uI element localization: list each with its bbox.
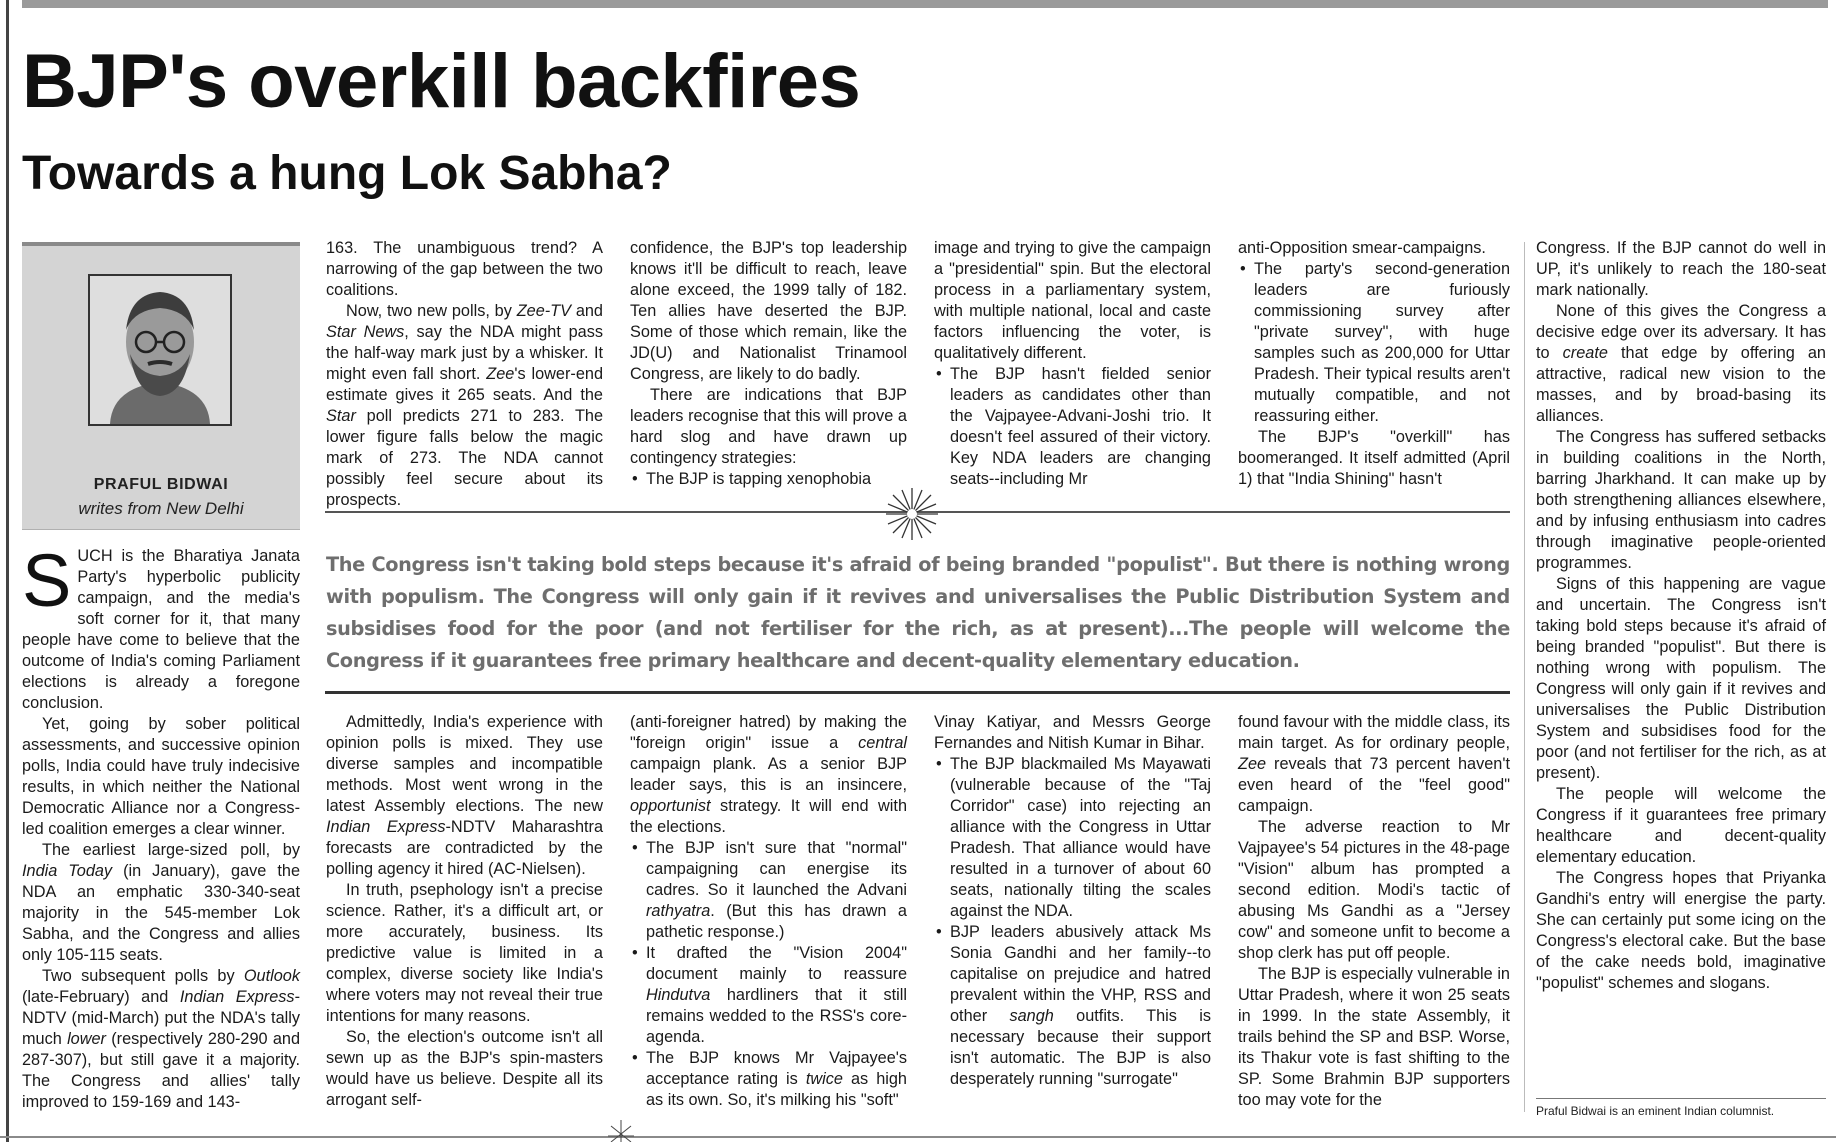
paragraph: Signs of this happening are vague and uncertain. The Congress isn't taking bold steps because it's afraid of being branded "populist". But there is nothing wrong with populism. The Congress will only gain if it revives and universalises the Public Distribution System and subsidises food for the poor (and not fertiliser for the rich, as at present). bbox=[1536, 575, 1826, 782]
paragraph: So, the election's outcome isn't all sewn up as the BJP's spin-masters would have us believe. Despite all its arrogant self- bbox=[326, 1028, 603, 1109]
paragraph: Vinay Katiyar, and Messrs George Fernandes and Nitish Kumar in Bihar. bbox=[934, 713, 1211, 752]
paragraph: The Congress has suffered setbacks in building coalitions in the North, barring Jharkhand. It can make up by both strengthening alliances elsewhere, and by infusing enthusiasm into cadres through imaginative people-oriented programmes. bbox=[1536, 428, 1826, 572]
subheadline: Towards a hung Lok Sabha? bbox=[22, 147, 672, 200]
paragraph: Congress. If the BJP cannot do well in UP, it's unlikely to reach the 180-seat mark nationally. bbox=[1536, 239, 1826, 299]
lead-paragraph: SUCH is the Bharatiya Janata Party's hyperbolic publicity campaign, and the media's soft corner for it, that many people have come to believe that the outcome of India's coming Parliament elections is already a foregone conclusion. bbox=[22, 539, 300, 712]
footnote-rule bbox=[1536, 1098, 1826, 1099]
starburst-icon bbox=[884, 486, 940, 542]
starburst-ornament-icon bbox=[606, 1118, 636, 1142]
author-footnote: Praful Bidwai is an eminent Indian columnist. bbox=[1536, 1104, 1775, 1118]
bullet-item: • The BJP knows Mr Vajpayee's acceptance rating is twice as high as its own. So, it's milking his "soft" bbox=[630, 1048, 907, 1111]
column-divider bbox=[1524, 242, 1525, 1112]
bullet-item: • The BJP isn't sure that "normal" campaigning can energise its cadres. So it launched the Advani rathyatra. (But this has drawn a pathetic response.) bbox=[630, 838, 907, 943]
bullet-item: • BJP leaders abusively attack Ms Sonia Gandhi and her family--to capitalise on prejudice and hatred prevalent within the VHP, RSS and other sangh outfits. This is necessary because their support isn't automatic. The BJP is also desperately running "surrogate" bbox=[934, 922, 1211, 1090]
paragraph: The adverse reaction to Mr Vajpayee's 54 pictures in the 48-page "Vision" album has prompted a second edition. Modi's tactic of abusing Ms Gandhi as a "Jersey cow" and someone unfit to become a shop clerk has put off people. bbox=[1238, 818, 1510, 962]
bullet-item: • The BJP is tapping xenophobia bbox=[630, 469, 907, 490]
bottom-column-4 bbox=[934, 712, 1211, 1090]
paragraph: The Congress hopes that Priyanka Gandhi's entry will energise the party. She can certainly put some icing on the Congress's electoral cake. But the base of the cake needs bold, imaginative "populist" schemes and slogans. bbox=[1536, 869, 1826, 992]
right-column bbox=[1536, 238, 1826, 994]
bullet-item: • The BJP hasn't fielded senior leaders as candidates other than the Vajpayee-Advani-Joshi trio. It doesn't feel assured of their victory. Key NDA leaders are changing seats--including Mr bbox=[934, 364, 1211, 490]
headline: BJP's overkill backfires bbox=[22, 39, 861, 124]
paragraph: (anti-foreigner hatred) by making the "foreign origin" issue a central campaign plank. As a senior BJP leader says, this is an insincere, opportunist strategy. It will end with the elections. bbox=[630, 713, 907, 836]
byline-box bbox=[22, 242, 300, 530]
top-column-2 bbox=[326, 238, 603, 511]
author-portrait bbox=[88, 274, 232, 426]
paragraph: found favour with the middle class, its main target. As for ordinary people, Zee reveals that 73 percent haven't even heard of the "feel good" campaign. bbox=[1238, 713, 1510, 815]
pull-quote: The Congress isn't taking bold steps because it's afraid of being branded "populist". But there is nothing wrong with populism. The Congress will only gain if it revives and universalises the Public Distribution System and subsidises food for the poor (and not fertiliser for the rich, as at present)...The people will welcome the Congress if it guarantees free primary healthcare and decent-quality elementary education. bbox=[326, 553, 1510, 672]
top-column-4 bbox=[934, 238, 1211, 490]
bottom-column-2 bbox=[326, 712, 603, 1111]
paragraph: The earliest large-sized poll, by India Today (in January), gave the NDA an emphatic 330-340-seat majority in the 545-member Lok Sabha, and the Congress and allies only 105-115 seats. bbox=[22, 841, 300, 964]
dropcap: S bbox=[22, 539, 72, 622]
portrait-icon bbox=[90, 276, 230, 424]
paragraph: Now, two new polls, by Zee-TV and Star News, say the NDA might pass the half-way mark just by a whisker. It might even fall short. Zee's lower-end estimate gives it 265 seats. And the Star poll predicts 271 to 283. The lower figure falls below the magic mark of 273. The NDA cannot possibly feel secure about its prospects. bbox=[326, 302, 603, 509]
paragraph: The BJP is especially vulnerable in Uttar Pradesh, where it won 25 seats in 1999. In the state Assembly, it trails behind the SP and BSP. Worse, its Thakur vote is fast shifting to the SP. Some Brahmin BJP supporters too may vote for the bbox=[1238, 965, 1510, 1109]
paragraph: The people will welcome the Congress if it guarantees free primary healthcare and decent-quality elementary education. bbox=[1536, 785, 1826, 866]
bottom-column-3 bbox=[630, 712, 907, 1111]
bottom-rule bbox=[0, 1136, 1836, 1138]
pull-quote-bottom-rule bbox=[325, 691, 1510, 694]
paragraph: The BJP's "overkill" has boomeranged. It itself admitted (April 1) that "India Shining" hasn't bbox=[1238, 428, 1510, 488]
paragraph: Two subsequent polls by Outlook (late-February) and Indian Express-NDTV (mid-March) put the NDA's tally much lower (respectively 280-290 and 287-307), but still gave it a majority. The Congress and allies' tally improved to 159-169 and 143- bbox=[22, 967, 300, 1111]
lead-column bbox=[22, 539, 300, 1113]
bullet-item: • The BJP blackmailed Ms Mayawati (vulnerable because of the "Taj Corridor" case) into rejecting an alliance with the Congress in Uttar Pradesh. That alliance would have resulted in a turnover of about 60 seats, nationally tilting the scales against the NDA. bbox=[934, 754, 1211, 922]
author-location: writes from New Delhi bbox=[78, 499, 244, 518]
paragraph: There are indications that BJP leaders recognise that this will prove a hard slog and have drawn up contingency strategies: bbox=[630, 386, 907, 467]
paragraph: confidence, the BJP's top leadership knows it'll be difficult to reach, leave alone exceed, the 1999 tally of 182. Ten allies have deserted the BJP. Some of those which remain, like the JD(U) and Nationalist Trinamool Congress, are likely to do badly. bbox=[630, 239, 907, 383]
top-rule bbox=[22, 0, 1828, 8]
paragraph: Yet, going by sober political assessments, and successive opinion polls, India could have truly indecisive results, in which neither the National Democratic Alliance nor a Congress-led coalition emerges a clear winner. bbox=[22, 715, 300, 838]
paragraph: 163. The unambiguous trend? A narrowing of the gap between the two coalitions. bbox=[326, 239, 603, 299]
top-column-3 bbox=[630, 238, 907, 490]
author-name: PRAFUL BIDWAI bbox=[93, 476, 229, 493]
paragraph: anti-Opposition smear-campaigns. bbox=[1238, 239, 1486, 257]
bottom-column-5 bbox=[1238, 712, 1510, 1111]
paragraph: None of this gives the Congress a decisive edge over its adversary. It has to create that edge by offering an attractive, radical new vision to the masses, and by broad-basing its alliances. bbox=[1536, 302, 1826, 425]
paragraph: image and trying to give the campaign a "presidential" spin. But the electoral process in a parliamentary system, with multiple national, local and caste factors influencing the voter, is qualitatively different. bbox=[934, 239, 1211, 362]
bullet-item: • The party's second-generation leaders are furiously commissioning survey after "private survey", with huge samples such as 200,000 for Uttar Pradesh. Their typical results aren't mutually compatible, and not reassuring either. bbox=[1238, 259, 1510, 427]
paragraph: Admittedly, India's experience with opinion polls is mixed. They use diverse samples and incompatible methods. Most went wrong in the latest Assembly elections. The new Indian Express-NDTV Maharashtra forecasts are contradicted by the polling agency it hired (AC-Nielsen). bbox=[326, 713, 603, 878]
paragraph: In truth, psephology isn't a precise science. Rather, it's a difficult art, or more accurately, business. Its predictive value is limited in a complex, diverse society like India's where voters may not reveal their true intentions for many reasons. bbox=[326, 881, 603, 1025]
top-column-5 bbox=[1238, 238, 1510, 490]
left-margin-rule bbox=[6, 0, 9, 1142]
bullet-item: • It drafted the "Vision 2004" document mainly to reassure Hindutva hardliners that it still remains wedded to the RSS's core-agenda. bbox=[630, 943, 907, 1048]
